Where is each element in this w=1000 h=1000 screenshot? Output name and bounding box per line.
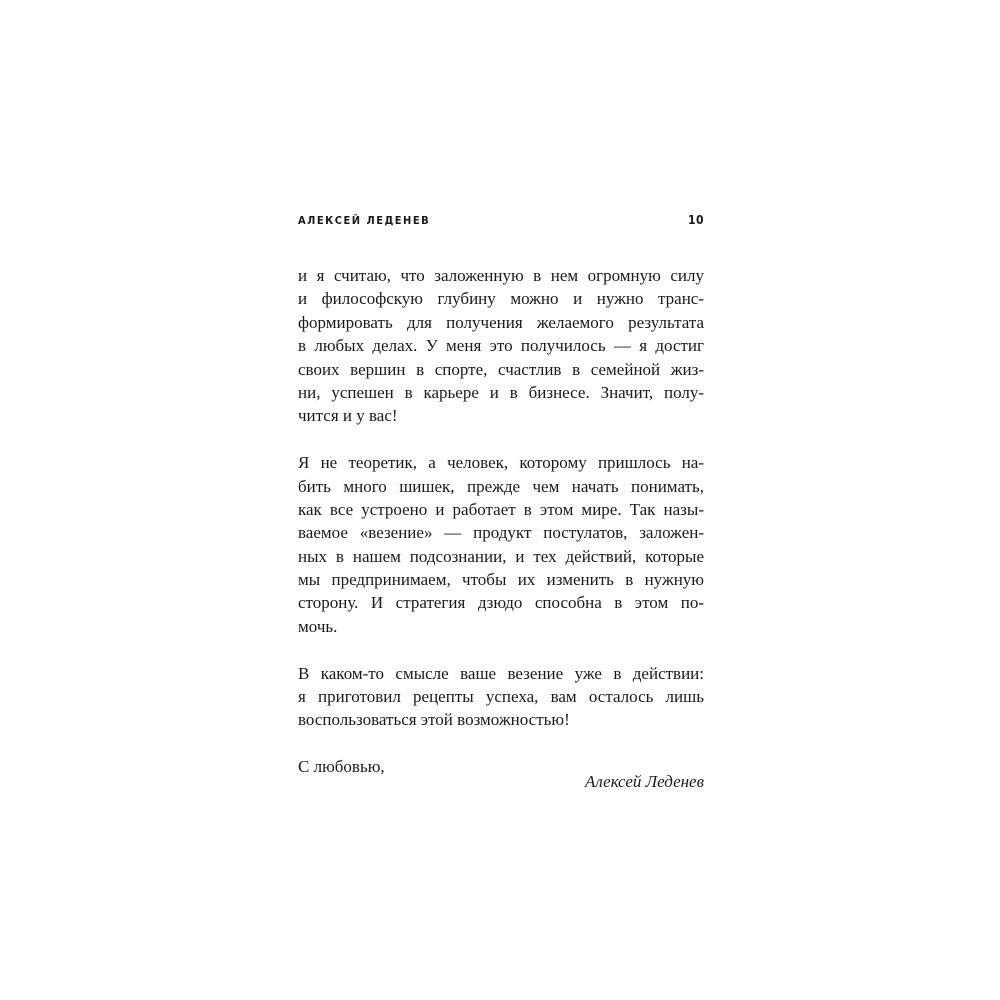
text-line: своих вершин в спорте, счастлив в семейной жиз- — [298, 359, 704, 379]
paragraph-3 — [298, 662, 704, 732]
text-line: и философскую глубину можно и нужно транс- — [298, 289, 704, 309]
text-line: воспользоваться этой возможностью! — [298, 710, 570, 730]
text-line: чится и у вас! — [298, 406, 398, 426]
text-line: мы предпринимаем, чтобы их изменить в нужную — [298, 570, 704, 590]
author-signature: Алексей Леденев — [584, 772, 704, 791]
text-line: ваемое «везение» — продукт постулатов, заложен- — [298, 523, 704, 543]
body-text — [298, 264, 704, 779]
paragraph-gap — [298, 732, 704, 755]
text-line: С любовью, — [298, 757, 385, 777]
text-line: Я не теоретик, а человек, которому пришлось на- — [298, 453, 704, 473]
text-line: бить много шишек, прежде чем начать понимать, — [298, 476, 704, 496]
text-line: мочь. — [298, 616, 338, 636]
paragraph-gap — [298, 428, 704, 451]
text-line: и я считаю, что заложенную в нем огромную силу — [298, 266, 704, 285]
text-line: В каком-то смысле ваше везение уже в действии: — [298, 663, 704, 683]
text-line: ни, успешен в карьере и в бизнесе. Значит, полу- — [298, 382, 704, 402]
paragraph-gap — [298, 638, 704, 661]
paragraph-2 — [298, 451, 704, 638]
paragraph-1 — [298, 264, 704, 428]
text-line: ных в нашем подсознании, и тех действий, которые — [298, 546, 704, 566]
text-line: сторону. И стратегия дзюдо способна в этом по- — [298, 593, 704, 613]
text-line: формировать для получения желаемого результата — [298, 312, 704, 332]
text-line: как все устроено и работает в этом мире. Так назы- — [298, 499, 704, 519]
running-header — [298, 210, 704, 230]
page-number: 10 — [687, 213, 704, 227]
text-line: я приготовил рецепты успеха, вам осталось лишь — [298, 687, 704, 707]
text-line: в любых делах. У меня это получилось — я достиг — [298, 336, 704, 356]
running-header-author: АЛЕКСЕЙ ЛЕДЕНЕВ — [298, 213, 431, 227]
